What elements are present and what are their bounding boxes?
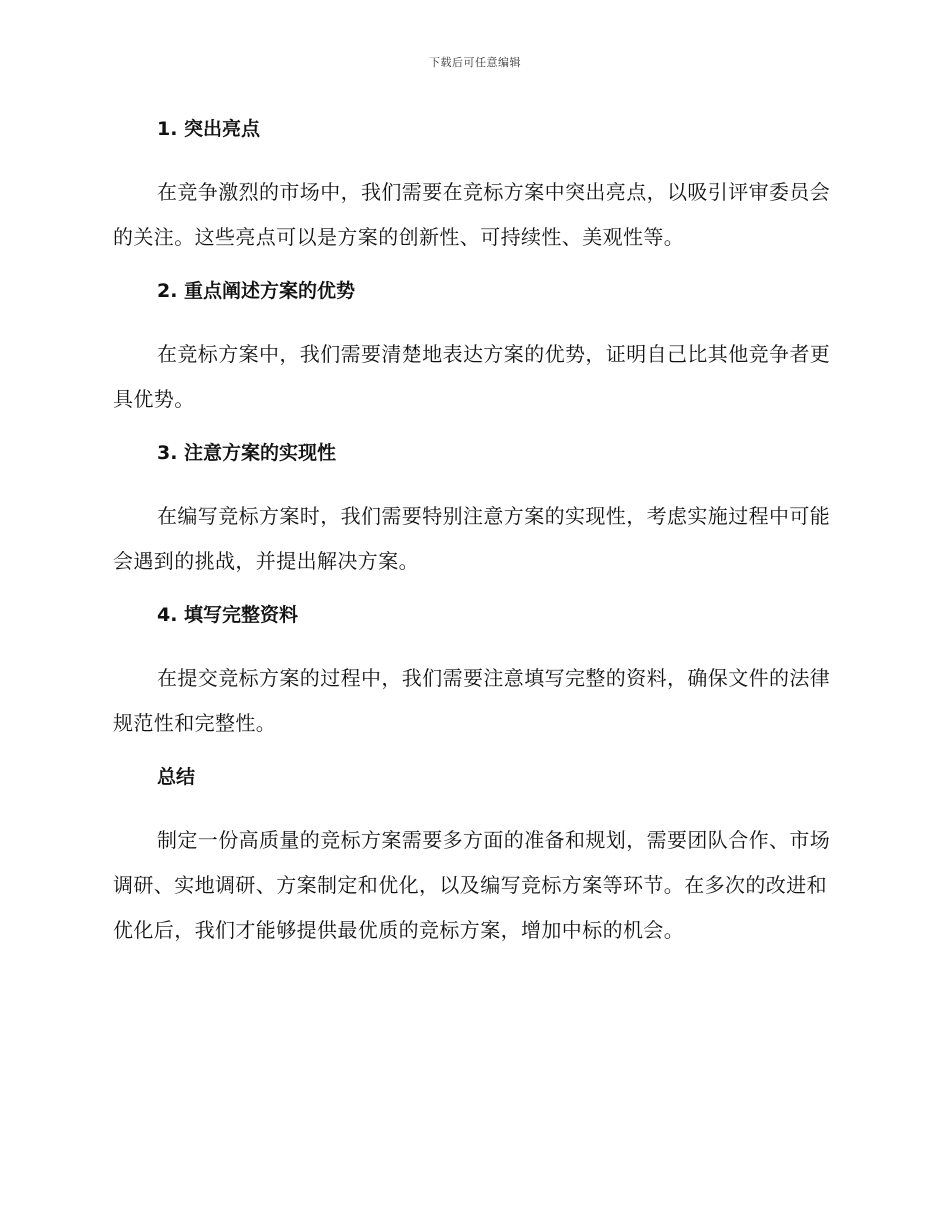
summary-paragraph: 制定一份高质量的竞标方案需要多方面的准备和规划，需要团队合作、市场调研、实地调研、方案制定和优化，以及编写竞标方案等环节。在多次的改进和优化后，我们才能够提供最优质的竞标方案，增加中标的机会。 xyxy=(113,828,831,942)
page-header: 下载后可任意编辑 xyxy=(429,56,521,69)
document-body xyxy=(113,112,833,967)
section-heading-1: 1. 突出亮点 xyxy=(157,118,261,140)
section-heading-3: 3. 注意方案的实现性 xyxy=(157,442,337,464)
section-paragraph-2: 在竞标方案中，我们需要清楚地表达方案的优势，证明自己比其他竞争者更具优势。 xyxy=(113,342,831,411)
section-paragraph-1: 在竞争激烈的市场中，我们需要在竞标方案中突出亮点，以吸引评审委员会的关注。这些亮点可以是方案的创新性、可持续性、美观性等。 xyxy=(113,180,831,249)
section-paragraph-3: 在编写竞标方案时，我们需要特别注意方案的实现性，考虑实施过程中可能会遇到的挑战，并提出解决方案。 xyxy=(113,504,831,573)
section-heading-2: 2. 重点阐述方案的优势 xyxy=(157,280,356,302)
summary-heading: 总结 xyxy=(157,766,196,788)
section-paragraph-4: 在提交竞标方案的过程中，我们需要注意填写完整的资料，确保文件的法律规范性和完整性。 xyxy=(113,666,831,735)
section-heading-4: 4. 填写完整资料 xyxy=(157,604,299,626)
